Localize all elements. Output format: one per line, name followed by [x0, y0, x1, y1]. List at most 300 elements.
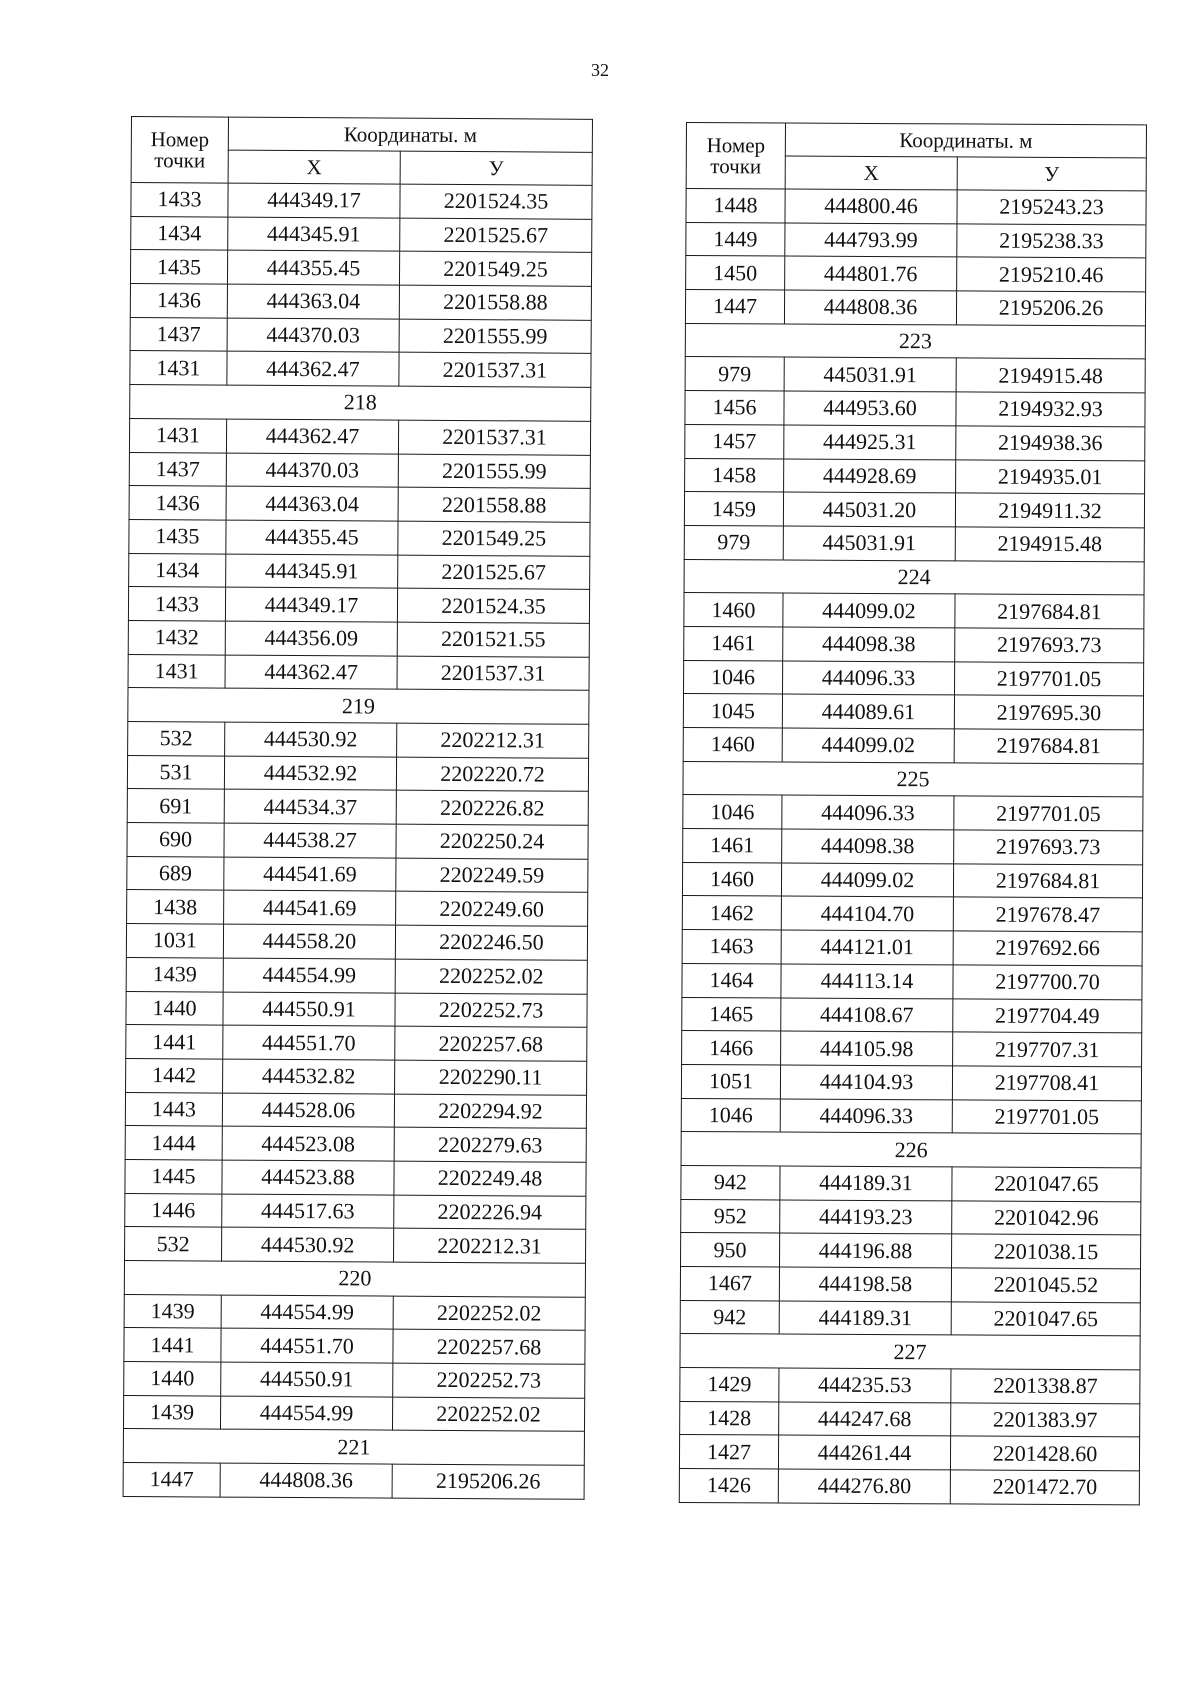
table-row: [129, 418, 590, 455]
point-number-cell: 1434: [129, 553, 226, 587]
point-number-cell: 1045: [683, 694, 782, 728]
group-number: 224: [684, 559, 1144, 595]
point-number-cell: 1431: [129, 418, 226, 452]
table-row: [127, 789, 588, 826]
group-row: [685, 323, 1145, 359]
x-coordinate-cell: 444235.53: [779, 1368, 951, 1403]
y-coordinate-cell: 2201525.67: [400, 218, 592, 253]
point-number-cell: 1436: [130, 284, 227, 318]
table-row: [680, 1368, 1140, 1404]
table-row: [127, 823, 588, 860]
y-coordinate-cell: 2202252.02: [395, 959, 587, 994]
y-coordinate-cell: 2202250.24: [396, 824, 588, 859]
x-coordinate-cell: 444523.88: [222, 1160, 394, 1195]
y-coordinate-cell: 2202279.63: [394, 1127, 586, 1162]
y-coordinate-cell: 2202212.31: [397, 723, 589, 758]
y-coordinate-cell: 2201537.31: [398, 420, 590, 455]
y-coordinate-cell: 2201555.99: [399, 319, 591, 354]
table-row: [123, 1463, 584, 1500]
x-coordinate-cell: 444198.58: [779, 1267, 951, 1302]
point-number-cell: 1439: [124, 1294, 221, 1328]
point-number-cell: 531: [127, 755, 224, 789]
point-number-cell: 942: [680, 1300, 779, 1334]
point-number-cell: 1461: [683, 829, 782, 863]
group-number: 225: [683, 761, 1143, 797]
y-coordinate-cell: 2194915.48: [955, 527, 1144, 562]
x-coordinate-cell: 444551.70: [223, 1025, 395, 1060]
y-coordinate-cell: 2201524.35: [397, 588, 589, 623]
y-coordinate-cell: 2197704.49: [953, 998, 1142, 1033]
point-number-cell: 1456: [685, 391, 784, 425]
table-row: [686, 189, 1146, 225]
x-coordinate-cell: 444532.92: [224, 756, 396, 791]
y-coordinate-cell: 2202249.48: [394, 1161, 586, 1196]
point-number-cell: 1442: [126, 1058, 223, 1092]
y-coordinate-cell: 2202249.60: [396, 892, 588, 927]
table-row: [129, 486, 590, 523]
x-coordinate-cell: 444189.31: [780, 1166, 952, 1201]
point-number-cell: 1443: [125, 1092, 222, 1126]
point-number-cell: 1435: [130, 250, 227, 284]
x-coordinate-cell: 444370.03: [227, 318, 399, 353]
coordinates-table-right: [679, 122, 1147, 1505]
y-coordinate-cell: 2201558.88: [398, 487, 590, 522]
table-row: [125, 1193, 586, 1230]
group-number: 223: [685, 323, 1145, 359]
y-coordinate-cell: 2197695.30: [954, 695, 1143, 730]
table-row: [683, 694, 1143, 730]
y-coordinate-cell: 2201338.87: [951, 1369, 1140, 1404]
y-coordinate-cell: 2201524.35: [400, 184, 592, 219]
y-coordinate-cell: 2194935.01: [956, 459, 1145, 494]
group-row: [123, 1429, 584, 1466]
group-number: 218: [130, 385, 591, 422]
y-coordinate-cell: 2201042.96: [952, 1201, 1141, 1236]
table-row: [681, 1098, 1141, 1134]
group-number: 220: [124, 1260, 585, 1297]
table-row: [129, 452, 590, 489]
y-coordinate-cell: 2201537.31: [397, 656, 589, 691]
x-coordinate-cell: 444363.04: [227, 284, 399, 319]
point-number-cell: 950: [681, 1233, 780, 1267]
point-number-cell: 690: [127, 823, 224, 857]
y-coordinate-cell: 2197701.05: [955, 662, 1144, 697]
table-row: [684, 660, 1144, 696]
y-coordinate-cell: 2197701.05: [952, 1099, 1141, 1134]
y-coordinate-cell: 2202246.50: [395, 925, 587, 960]
x-coordinate-cell: 444551.70: [221, 1328, 393, 1363]
x-coordinate-cell: 444530.92: [225, 722, 397, 757]
table-row: [681, 1064, 1141, 1100]
table-row: [683, 795, 1143, 831]
x-coordinate-cell: 444554.99: [220, 1396, 392, 1431]
table-row: [684, 626, 1144, 662]
table-row: [129, 519, 590, 556]
x-coordinate-cell: 444808.36: [220, 1463, 392, 1498]
y-coordinate-cell: 2202212.31: [394, 1228, 586, 1263]
table-row: [129, 553, 590, 590]
x-coordinate-cell: 444261.44: [778, 1435, 950, 1470]
point-number-cell: 1444: [125, 1126, 222, 1160]
x-coordinate-cell: 444538.27: [224, 823, 396, 858]
y-coordinate-cell: 2202220.72: [396, 757, 588, 792]
table-row: [679, 1435, 1139, 1471]
table-row: [685, 357, 1145, 393]
point-number-cell: 1460: [682, 862, 781, 896]
x-coordinate-cell: 444550.91: [221, 1362, 393, 1397]
table-row: [683, 829, 1143, 865]
x-coordinate-cell: 444925.31: [784, 425, 956, 460]
x-coordinate-cell: 444530.92: [222, 1227, 394, 1262]
table-row: [686, 222, 1146, 258]
table-row: [131, 183, 592, 220]
point-number-cell: 1447: [685, 290, 784, 324]
point-number-cell: 1438: [127, 890, 224, 924]
group-row: [128, 688, 589, 725]
x-coordinate-cell: 444953.60: [784, 391, 956, 426]
point-number-cell: 942: [681, 1165, 780, 1199]
table-row: [125, 1227, 586, 1264]
point-number-cell: 979: [684, 525, 783, 559]
table-row: [130, 351, 591, 388]
y-coordinate-cell: 2202249.59: [396, 858, 588, 893]
point-number-cell: 689: [127, 856, 224, 890]
x-coordinate-cell: 444356.09: [225, 621, 397, 656]
x-coordinate-cell: 444099.02: [783, 593, 955, 628]
group-row: [683, 761, 1143, 797]
x-coordinate-cell: 445031.91: [783, 526, 955, 561]
point-number-cell: 979: [685, 357, 784, 391]
table-row: [126, 991, 587, 1028]
table-row: [125, 1159, 586, 1196]
table-row: [126, 957, 587, 994]
table-row: [685, 424, 1145, 460]
point-number-cell: 1428: [680, 1401, 779, 1435]
y-coordinate-cell: 2201521.55: [397, 622, 589, 657]
x-coordinate-cell: 444196.88: [780, 1233, 952, 1268]
x-coordinate-cell: 444096.33: [782, 795, 954, 830]
point-number-cell: 1431: [128, 654, 225, 688]
x-coordinate-cell: 444793.99: [785, 223, 957, 258]
table-row: [682, 963, 1142, 999]
y-coordinate-cell: 2201428.60: [950, 1436, 1139, 1471]
y-coordinate-cell: 2201537.31: [399, 353, 591, 388]
y-coordinate-cell: 2194915.48: [956, 358, 1145, 393]
point-number-cell: 1467: [680, 1266, 779, 1300]
point-number-cell: 1461: [684, 626, 783, 660]
y-coordinate-cell: 2201558.88: [399, 285, 591, 320]
y-coordinate-cell: 2197692.66: [953, 931, 1142, 966]
table-row: [126, 924, 587, 961]
x-coordinate-cell: 444098.38: [782, 829, 954, 864]
x-coordinate-cell: 444550.91: [223, 992, 395, 1027]
group-number: 227: [680, 1334, 1140, 1370]
y-coordinate-cell: 2195238.33: [957, 224, 1146, 259]
table-row: [680, 1266, 1140, 1302]
y-coordinate-cell: 2202257.68: [393, 1329, 585, 1364]
x-coordinate-cell: 444349.17: [228, 183, 400, 218]
header-point-number-line1: Номер: [150, 126, 210, 151]
point-number-cell: 1466: [682, 1031, 781, 1065]
point-number-cell: 1439: [126, 957, 223, 991]
point-number-cell: 1462: [682, 896, 781, 930]
table-row: [130, 284, 591, 321]
table-row: [684, 492, 1144, 528]
point-number-cell: 1046: [681, 1098, 780, 1132]
y-coordinate-cell: 2201047.65: [951, 1302, 1140, 1337]
y-coordinate-cell: 2197684.81: [954, 729, 1143, 764]
x-coordinate-cell: 444554.99: [223, 958, 395, 993]
x-coordinate-cell: 445031.91: [784, 357, 956, 392]
header-coordinates: Координаты. м: [785, 123, 1146, 158]
point-number-cell: 1449: [686, 222, 785, 256]
y-coordinate-cell: 2195243.23: [957, 190, 1146, 225]
x-coordinate-cell: 444517.63: [222, 1194, 394, 1229]
point-number-cell: 1441: [126, 1025, 223, 1059]
table-row: [680, 1300, 1140, 1336]
header-point-number-line2: точки: [710, 153, 762, 178]
y-coordinate-cell: 2201549.25: [398, 521, 590, 556]
point-number-cell: 1429: [680, 1368, 779, 1402]
y-coordinate-cell: 2202294.92: [394, 1094, 586, 1129]
table-row: [131, 216, 592, 253]
y-coordinate-cell: 2197707.31: [953, 1032, 1142, 1067]
y-coordinate-cell: 2195206.26: [956, 291, 1145, 326]
x-coordinate-cell: 444541.69: [224, 857, 396, 892]
table-row: [124, 1328, 585, 1365]
point-number-cell: 1437: [129, 452, 226, 486]
x-coordinate-cell: 444370.03: [226, 453, 398, 488]
table-row: [125, 1126, 586, 1163]
point-number-cell: 1458: [685, 458, 784, 492]
group-row: [684, 559, 1144, 595]
point-number-cell: 1441: [124, 1328, 221, 1362]
table-row: [126, 1025, 587, 1062]
table-row: [125, 1092, 586, 1129]
point-number-cell: 1432: [128, 620, 225, 654]
x-coordinate-cell: 444528.06: [222, 1093, 394, 1128]
point-number-cell: 1435: [129, 519, 226, 553]
page-number: 32: [591, 60, 609, 80]
header-point-number: [131, 117, 228, 184]
group-row: [130, 385, 591, 422]
x-coordinate-cell: 444532.82: [223, 1059, 395, 1094]
x-coordinate-cell: 444554.99: [221, 1295, 393, 1330]
point-number-cell: 1439: [123, 1395, 220, 1429]
group-number: 221: [123, 1429, 584, 1466]
table-row: [128, 654, 589, 691]
header-point-number-line1: Номер: [706, 132, 766, 157]
x-coordinate-cell: 444362.47: [227, 352, 399, 387]
table-row: [124, 1362, 585, 1399]
point-number-cell: 1460: [684, 593, 783, 627]
y-coordinate-cell: 2197700.70: [953, 965, 1142, 1000]
y-coordinate-cell: 2194938.36: [956, 426, 1145, 461]
x-coordinate-cell: 444096.33: [780, 1099, 952, 1134]
x-coordinate-cell: 444345.91: [226, 554, 398, 589]
x-coordinate-cell: 444099.02: [781, 863, 953, 898]
table-row: [124, 1294, 585, 1331]
y-coordinate-cell: 2202252.02: [392, 1397, 584, 1432]
x-coordinate-cell: 444362.47: [226, 419, 398, 454]
point-number-cell: 1457: [685, 424, 784, 458]
point-number-cell: 1434: [131, 216, 228, 250]
table-row: [685, 458, 1145, 494]
x-coordinate-cell: 444349.17: [225, 587, 397, 622]
table-row: [130, 250, 591, 287]
y-coordinate-cell: 2202252.73: [395, 993, 587, 1028]
point-number-cell: 1436: [129, 486, 226, 520]
point-number-cell: 1448: [686, 189, 785, 223]
table-row: [685, 391, 1145, 427]
x-coordinate-cell: 444355.45: [226, 520, 398, 555]
table-row: [682, 896, 1142, 932]
x-coordinate-cell: 444193.23: [780, 1200, 952, 1235]
y-coordinate-cell: 2195210.46: [957, 257, 1146, 292]
y-coordinate-cell: 2201525.67: [398, 555, 590, 590]
y-coordinate-cell: 2201038.15: [952, 1234, 1141, 1269]
point-number-cell: 1426: [679, 1469, 778, 1503]
point-number-cell: 1450: [686, 256, 785, 290]
y-coordinate-cell: 2197708.41: [952, 1066, 1141, 1101]
table-row: [682, 862, 1142, 898]
group-row: [680, 1334, 1140, 1370]
table-row: [681, 1199, 1141, 1235]
point-number-cell: 1433: [128, 587, 225, 621]
y-coordinate-cell: 2201383.97: [951, 1403, 1140, 1438]
table-row: [686, 256, 1146, 292]
table-row: [127, 755, 588, 792]
table-row: [684, 525, 1144, 561]
header-point-number-line2: точки: [154, 147, 206, 172]
table-row: [128, 620, 589, 657]
x-coordinate-cell: 444801.76: [785, 256, 957, 291]
header-x: X: [228, 150, 400, 184]
x-coordinate-cell: 444541.69: [224, 891, 396, 926]
y-coordinate-cell: 2201549.25: [399, 252, 591, 287]
point-number-cell: 1463: [682, 930, 781, 964]
y-coordinate-cell: 2202290.11: [395, 1060, 587, 1095]
header-y: У: [400, 151, 592, 185]
y-coordinate-cell: 2202257.68: [395, 1026, 587, 1061]
point-number-cell: 532: [125, 1227, 222, 1261]
table-row: [128, 721, 589, 758]
table-row: [123, 1395, 584, 1432]
point-number-cell: 1440: [124, 1362, 221, 1396]
group-row: [124, 1260, 585, 1297]
table-row: [682, 930, 1142, 966]
point-number-cell: 1433: [131, 183, 228, 217]
y-coordinate-cell: 2197701.05: [954, 796, 1143, 831]
x-coordinate-cell: 444345.91: [228, 217, 400, 252]
y-coordinate-cell: 2202226.82: [396, 791, 588, 826]
y-coordinate-cell: 2197693.73: [954, 830, 1143, 865]
x-coordinate-cell: 444355.45: [227, 250, 399, 285]
x-coordinate-cell: 444099.02: [782, 728, 954, 763]
point-number-cell: 1051: [681, 1064, 780, 1098]
table-row: [680, 1401, 1140, 1437]
point-number-cell: 1031: [126, 924, 223, 958]
y-coordinate-cell: 2201555.99: [398, 454, 590, 489]
point-number-cell: 1460: [683, 727, 782, 761]
x-coordinate-cell: 444808.36: [784, 290, 956, 325]
point-number-cell: 1465: [682, 997, 781, 1031]
point-number-cell: 1446: [125, 1193, 222, 1227]
header-coordinates: Координаты. м: [228, 117, 592, 152]
x-coordinate-cell: 444089.61: [782, 694, 954, 729]
x-coordinate-cell: 444363.04: [226, 486, 398, 521]
x-coordinate-cell: 444800.46: [785, 189, 957, 224]
y-coordinate-cell: 2197678.47: [953, 897, 1142, 932]
x-coordinate-cell: 444534.37: [224, 789, 396, 824]
x-coordinate-cell: 444096.33: [783, 661, 955, 696]
table-row: [684, 593, 1144, 629]
x-coordinate-cell: 444276.80: [778, 1469, 950, 1504]
point-number-cell: 1447: [123, 1463, 220, 1497]
x-coordinate-cell: 444121.01: [781, 930, 953, 965]
point-number-cell: 1431: [130, 351, 227, 385]
header-point-number: [686, 123, 785, 190]
x-coordinate-cell: 444523.08: [222, 1126, 394, 1161]
table-row: [682, 997, 1142, 1033]
group-number: 219: [128, 688, 589, 725]
point-number-cell: 532: [128, 721, 225, 755]
x-coordinate-cell: 444558.20: [223, 924, 395, 959]
table-row: [127, 856, 588, 893]
x-coordinate-cell: 445031.20: [783, 492, 955, 527]
point-number-cell: 1046: [684, 660, 783, 694]
point-number-cell: 1046: [683, 795, 782, 829]
x-coordinate-cell: 444108.67: [781, 998, 953, 1033]
y-coordinate-cell: 2194932.93: [956, 392, 1145, 427]
x-coordinate-cell: 444247.68: [779, 1402, 951, 1437]
group-row: [681, 1132, 1141, 1168]
y-coordinate-cell: 2202226.94: [394, 1195, 586, 1230]
point-number-cell: 1440: [126, 991, 223, 1025]
point-number-cell: 1437: [130, 317, 227, 351]
header-y: У: [957, 157, 1146, 191]
coordinates-table-left: [123, 116, 593, 1500]
table-row: [127, 890, 588, 927]
point-number-cell: 1445: [125, 1159, 222, 1193]
x-coordinate-cell: 444362.47: [225, 655, 397, 690]
table-row: [126, 1058, 587, 1095]
y-coordinate-cell: 2197693.73: [955, 628, 1144, 663]
group-number: 226: [681, 1132, 1141, 1168]
point-number-cell: 1464: [682, 963, 781, 997]
x-coordinate-cell: 444104.70: [781, 896, 953, 931]
x-coordinate-cell: 444189.31: [779, 1301, 951, 1336]
x-coordinate-cell: 444113.14: [781, 964, 953, 999]
header-x: X: [785, 156, 957, 190]
point-number-cell: 1459: [684, 492, 783, 526]
table-row: [679, 1469, 1139, 1505]
y-coordinate-cell: 2195206.26: [392, 1464, 584, 1499]
table-row: [683, 727, 1143, 763]
table-row: [130, 317, 591, 354]
y-coordinate-cell: 2201472.70: [950, 1470, 1139, 1505]
point-number-cell: 1427: [679, 1435, 778, 1469]
table-row: [685, 290, 1145, 326]
y-coordinate-cell: 2201045.52: [951, 1268, 1140, 1303]
x-coordinate-cell: 444098.38: [783, 627, 955, 662]
table-row: [681, 1233, 1141, 1269]
point-number-cell: 691: [127, 789, 224, 823]
point-number-cell: 952: [681, 1199, 780, 1233]
x-coordinate-cell: 444104.93: [780, 1065, 952, 1100]
y-coordinate-cell: 2202252.02: [393, 1296, 585, 1331]
y-coordinate-cell: 2197684.81: [955, 594, 1144, 629]
